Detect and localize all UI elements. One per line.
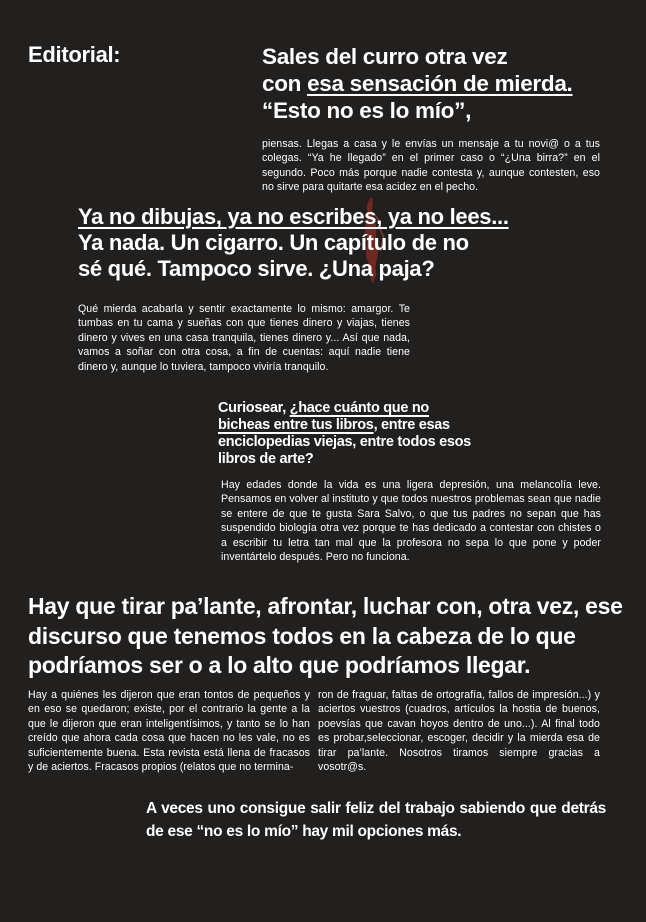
heading-text: con xyxy=(262,71,308,96)
heading-line: sé qué. Tampoco sirve. ¿Una paja? xyxy=(78,256,435,281)
heading-text: , entre esas enciclopedias viejas, entre todos esos libros de arte? xyxy=(218,417,471,467)
paragraph-que-mierda: Qué mierda acabarla y sentir exactamente lo mismo: amargor. Te tumbas en tu cama y sueñas con que tienes dinero y viajas, tienes dinero y vives en una casa tranquila, tienes dinero y... Así que nada, vamos a soñar con otra cosa, a fin de cuentas: aquí nadie tiene dinero y, aunque lo tuviera, tampoco viviría tranquilo. xyxy=(78,303,410,373)
heading-hay-que-tirar: Hay que tirar pa’lante, afrontar, luchar con, otra vez, ese discurso que tenemos todos en la cabeza de lo que podríamos ser o a lo alto que podríamos llegar. xyxy=(28,593,623,678)
heading-line: “Esto no es lo mío”, xyxy=(262,98,472,123)
heading-text: Curiosear, xyxy=(218,400,290,416)
paragraph-column-right: ron de fraguar, faltas de ortografía, fallos de impresión...) y aciertos vuestros (cuadros, artículos la hostia de buenos, poevsías que cavan hoyos dentro de uno...). Al final todo es probar,seleccionar, escoger, decidir y la mierda esa de tirar pa’lante. Nosotros tiramos siempre gracias a vosotr@s. xyxy=(318,689,600,774)
heading-underlined-text: esa sensación de mierda. xyxy=(307,71,573,96)
heading-line xyxy=(262,70,622,97)
heading-underlined-text: Ya no dibujas, ya no escribes, ya no lees... xyxy=(78,204,509,229)
paragraph-hay-edades: Hay edades donde la vida es una ligera depresión, una melancolía leve. Pensamos en volver al instituto y que todos nuestros problemas sean que nadie se entere de que te gusta Sara Salvo, o que tus padres no sepan que has suspendido biología otra vez porque te has dedicado a contestar con chistes o a escribir tu letra tan mal que la profesora no sepa lo que pone y poder inventártelo después. Pero no funciona. xyxy=(221,479,601,564)
heading-sales-del-curro xyxy=(262,43,622,124)
heading-line: Ya nada. Un cigarro. Un capítulo de no xyxy=(78,230,469,255)
paragraph-piensas: piensas. Llegas a casa y le envías un mensaje a tu novi@ o a tus colegas. “Ya he llegado” en el primer caso o “¿Una birra?” en el segundo. Poco más porque nadie contesta y, aunque contesten, eso no sirve para quitarte esa acidez en el pecho. xyxy=(262,138,600,194)
closing-statement: A veces uno consigue salir feliz del trabajo sabiendo que detrás de ese “no es lo mío” hay mil opciones más. xyxy=(146,800,606,840)
heading-curiosear xyxy=(218,400,478,468)
heading-ya-no-dibujas xyxy=(78,204,558,282)
heading-underlined-text: ¿hace cuánto que no bicheas entre tus libros xyxy=(218,400,429,433)
heading-line: Sales del curro otra vez xyxy=(262,44,508,69)
editorial-label: Editorial: xyxy=(28,42,121,67)
paragraph-column-left: Hay a quiénes les dijeron que eran tontos de pequeños y en eso se quedaron; existe, por el contrario la gente a la que le dijeron que eran inteligentísimos, y tanto se lo han creído que ahora cada cosa que hacen no les vale, no es suficientemente buena. Esta revista está llena de fracasos y de aciertos. Fracasos propios (relatos que no termina- xyxy=(28,689,310,774)
